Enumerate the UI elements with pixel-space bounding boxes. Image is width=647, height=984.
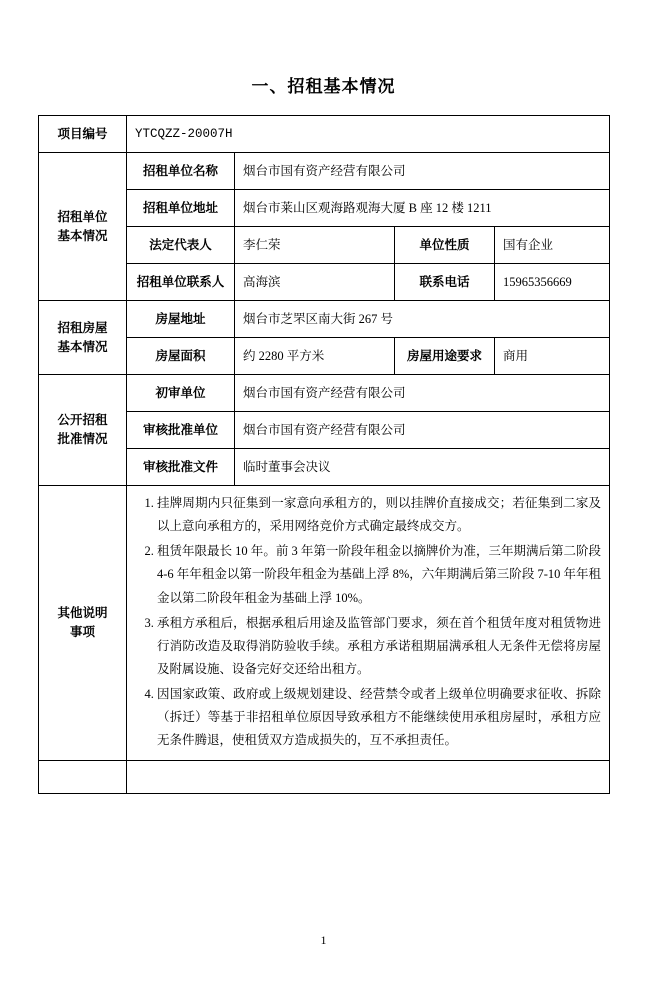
table-row-empty bbox=[39, 761, 610, 794]
page-number: 1 bbox=[320, 933, 327, 947]
approval-section-label bbox=[39, 375, 127, 486]
house-area-value: 约 2280 平方米 bbox=[235, 338, 395, 375]
house-address-value: 烟台市芝罘区南大街 267 号 bbox=[235, 301, 610, 338]
landlord-name-label: 招租单位名称 bbox=[127, 153, 235, 190]
house-section-label bbox=[39, 301, 127, 375]
contact-value: 高海滨 bbox=[235, 264, 395, 301]
house-section-label-line1: 招租房屋 bbox=[57, 320, 108, 335]
list-item: 3. 承租方承租后，根据承租后用途及监管部门要求，须在首个租赁年度对租赁物进行消防改造及取得消防验收手续。承租方承诺租期届满承租人无条件无偿将房屋及附属设施、设备完好交还给出租方。 bbox=[157, 612, 601, 681]
house-address-label: 房屋地址 bbox=[127, 301, 235, 338]
legal-rep-value: 李仁荣 bbox=[235, 227, 395, 264]
landlord-address-label: 招租单位地址 bbox=[127, 190, 235, 227]
approve-unit-label: 审核批准单位 bbox=[127, 412, 235, 449]
unit-type-label: 单位性质 bbox=[395, 227, 495, 264]
first-review-value: 烟台市国有资产经营有限公司 bbox=[235, 375, 610, 412]
table-row-first-review bbox=[39, 375, 610, 412]
other-section-label-line2: 事项 bbox=[69, 625, 95, 640]
landlord-section-label-line2: 基本情况 bbox=[57, 228, 108, 243]
table-row-project-no bbox=[39, 116, 610, 153]
other-section-label bbox=[39, 486, 127, 761]
phone-label: 联系电话 bbox=[395, 264, 495, 301]
other-notes-list bbox=[135, 492, 601, 752]
unit-type-value: 国有企业 bbox=[495, 227, 610, 264]
project-no-value: YTCQZZ-20007H bbox=[127, 116, 610, 153]
first-review-label: 初审单位 bbox=[127, 375, 235, 412]
document-page bbox=[0, 72, 647, 984]
house-use-value: 商用 bbox=[495, 338, 610, 375]
table-row-house-address bbox=[39, 301, 610, 338]
table-row-landlord-name bbox=[39, 153, 610, 190]
list-item: 2. 租赁年限最长 10 年。前 3 年第一阶段年租金以摘牌价为准，三年期满后第二阶段 4-6 年年租金以第一阶段年租金为基础上浮 8%，六年期满后第三阶段 7-10 年年租金以第二阶段年租金为基础上浮 10%。 bbox=[157, 540, 601, 609]
page-title: 一、招租基本情况 bbox=[251, 77, 396, 96]
landlord-section-label-line1: 招租单位 bbox=[57, 209, 108, 224]
approve-doc-value: 临时董事会决议 bbox=[235, 449, 610, 486]
legal-rep-label: 法定代表人 bbox=[127, 227, 235, 264]
project-no-label: 项目编号 bbox=[39, 116, 127, 153]
landlord-section-label bbox=[39, 153, 127, 301]
other-notes-cell bbox=[127, 486, 610, 761]
house-area-label: 房屋面积 bbox=[127, 338, 235, 375]
house-use-label: 房屋用途要求 bbox=[395, 338, 495, 375]
table-row-other-notes bbox=[39, 486, 610, 761]
list-item: 4. 因国家政策、政府或上级规划建设、经营禁令或者上级单位明确要求征收、拆除（拆迁）等基于非招租单位原因导致承租方不能继续使用承租房屋时，承租方应无条件腾退，使租赁双方造成损失的，互不承担责任。 bbox=[157, 683, 601, 752]
landlord-name-value: 烟台市国有资产经营有限公司 bbox=[235, 153, 610, 190]
contact-label: 招租单位联系人 bbox=[127, 264, 235, 301]
landlord-address-value: 烟台市莱山区观海路观海大厦 B 座 12 楼 1211 bbox=[235, 190, 610, 227]
phone-value: 15965356669 bbox=[495, 264, 610, 301]
approval-section-label-line2: 批准情况 bbox=[57, 432, 108, 446]
empty-cell-left bbox=[39, 761, 127, 794]
empty-cell-right bbox=[127, 761, 610, 794]
rental-info-table bbox=[38, 115, 610, 794]
list-item: 1. 挂牌周期内只征集到一家意向承租方的，则以挂牌价直接成交；若征集到二家及以上意向承租方的，采用网络竞价方式确定最终成交方。 bbox=[157, 492, 601, 538]
approval-section-label-line1: 公开招租 bbox=[57, 413, 108, 428]
house-section-label-line2: 基本情况 bbox=[57, 339, 108, 354]
other-section-label-line1: 其他说明 bbox=[57, 606, 108, 621]
approve-unit-value: 烟台市国有资产经营有限公司 bbox=[235, 412, 610, 449]
approve-doc-label: 审核批准文件 bbox=[127, 449, 235, 486]
